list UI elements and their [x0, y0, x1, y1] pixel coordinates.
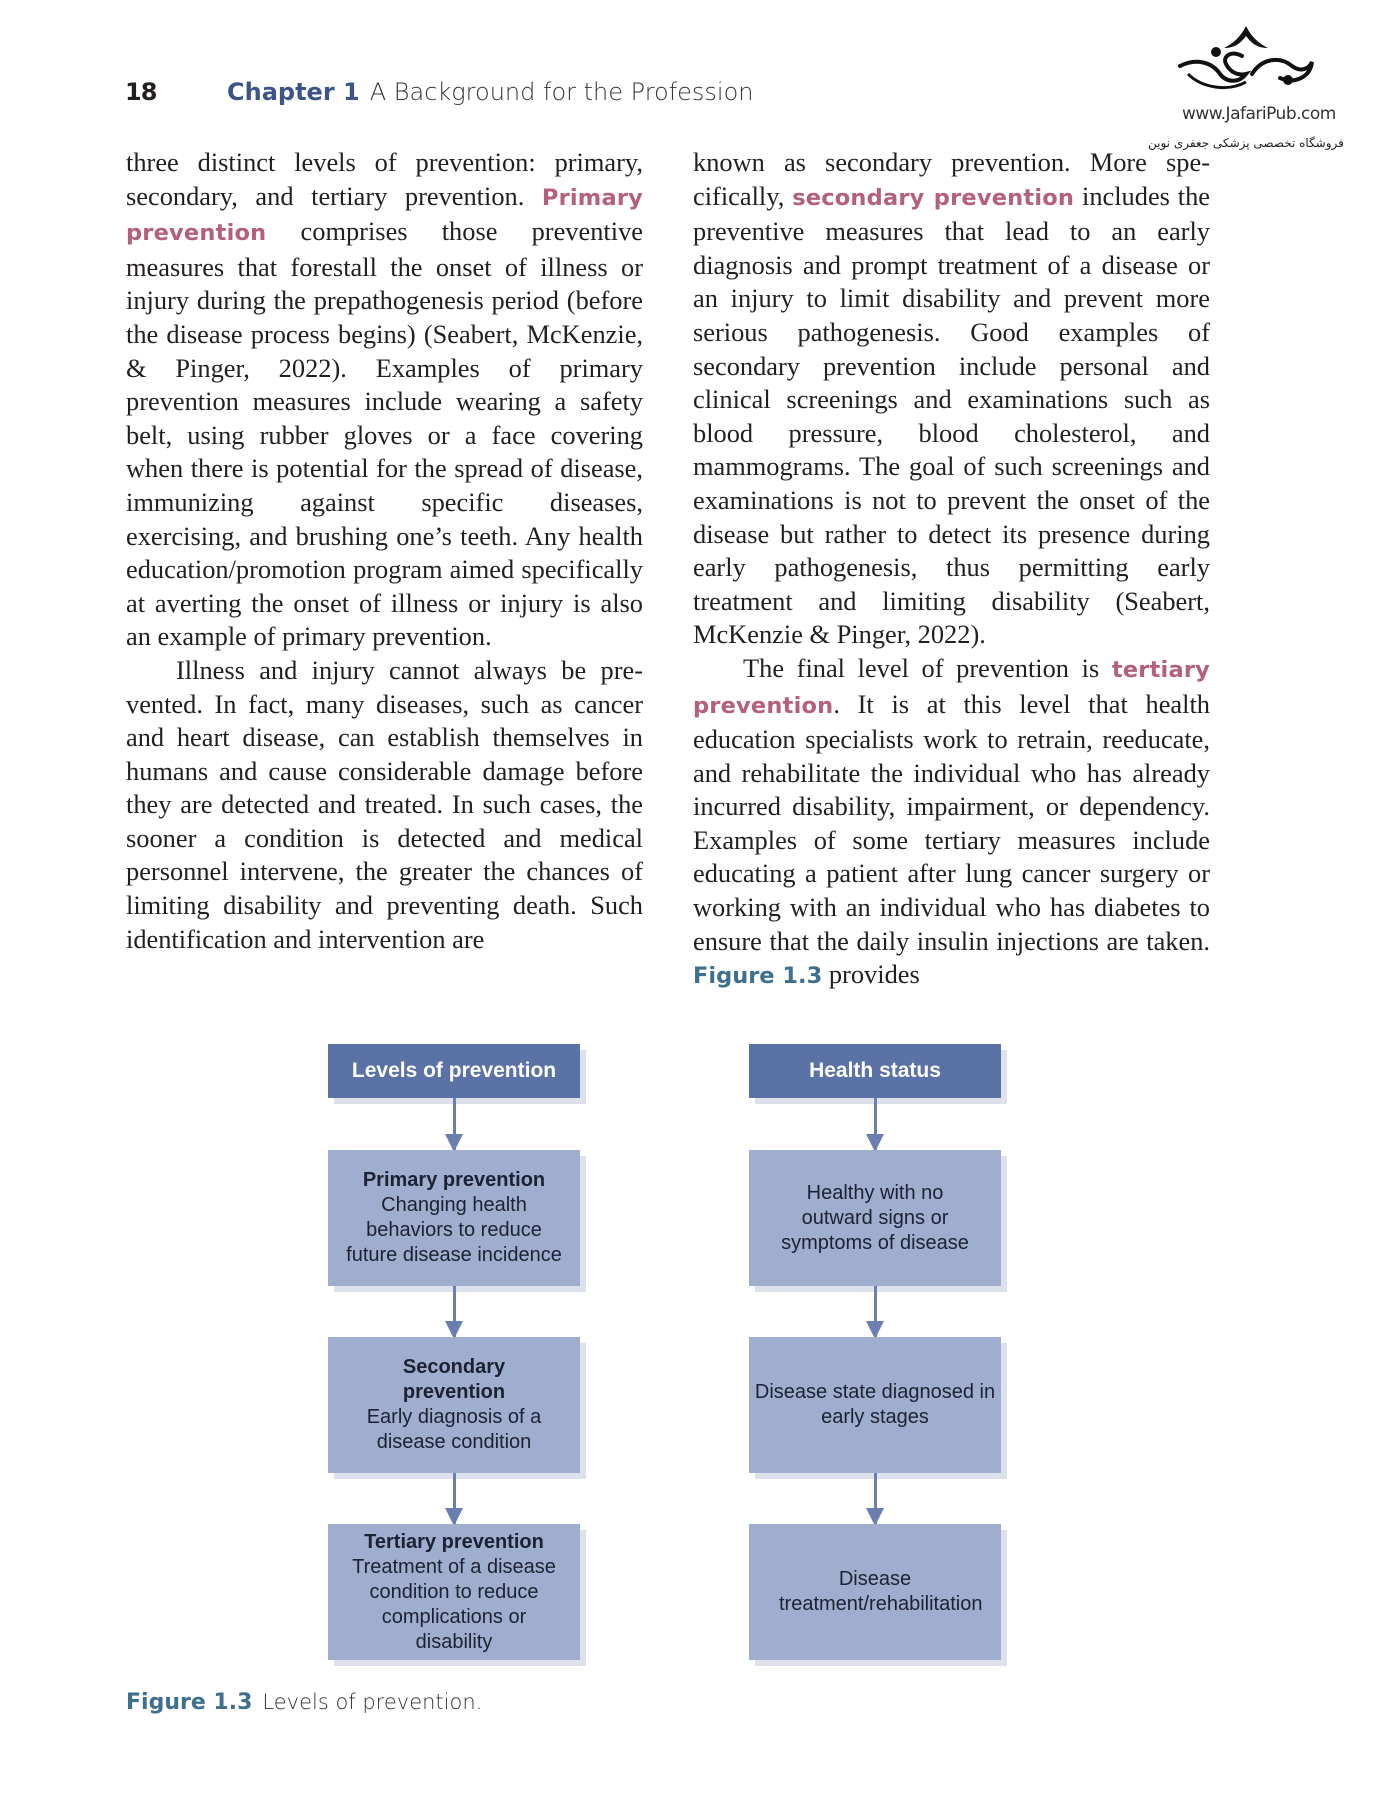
figure-caption-label: Figure 1.3 [126, 1690, 253, 1715]
publisher-watermark [1148, 22, 1380, 162]
arrow-down-icon [453, 1286, 456, 1337]
page-number: 18 [125, 78, 157, 106]
publisher-url: www.JafariPub.com [1182, 104, 1336, 124]
treatment-status-box [749, 1524, 1001, 1660]
secondary-prevention-box [328, 1337, 580, 1473]
box-title: Tertiary prevention [364, 1530, 544, 1553]
levels-of-prevention-header [328, 1044, 580, 1098]
box-text: Healthy with no outward signs or symptoms of disease [781, 1181, 969, 1254]
chapter-label: Chapter 1 [227, 78, 360, 106]
text-run: The final level of prevention is [743, 652, 1112, 683]
arrow-down-icon [453, 1098, 456, 1150]
healthy-status-box [749, 1150, 1001, 1286]
text-run: provides [822, 959, 920, 990]
keyword-primary-prevention: Primary prevention [126, 184, 643, 247]
left-text-column [126, 146, 643, 956]
text-run: comprises those preventive measures that forestall the onset of illness or injury during the prepathogenesis period (before the disease process begins) (Seabert, McKenzie, & Pinger, 2022). Examples of primary prevention measures include wearing a safety belt, using rubber gloves or a face covering when there is potential for the spread of disease, immunizing against specific diseases, exercising, and brushing one’s teeth. Any health education/promotion program aimed specifically at averting the onset of illness or injury is also an example of primary prevention. [126, 216, 643, 652]
jafari-logo-icon [1176, 22, 1316, 100]
text-run: known as secondary prevention. More specifically, [693, 147, 1210, 211]
early-diagnosis-status-box [749, 1337, 1001, 1473]
publisher-tagline: فروشگاه تخصصی پزشکی جعفری نوین [1148, 136, 1344, 150]
paragraph: Illness and injury cannot always be prevented. In fact, many diseases, such as cancer and heart disease, can establish themselves in humans and cause considerable damage before they are detected and treated. In such cases, the sooner a condition is detected and medical personnel intervene, the greater the chances of limiting disability and preventing death. Such identification and intervention are [126, 654, 643, 954]
box-text: Changing health behaviors to reduce future disease incidence [346, 1194, 562, 1266]
box-text: Disease state diagnosed in early stages [754, 1381, 996, 1428]
text-run: includes the preventive measures that lead to an early diagnosis and prompt treatment of a disease or an injury to limit disability and prevent more serious pathogenesis. Good examples of secondary prevention include personal and clinical screenings and examinations such as blood pressure, blood cholesterol, and mammograms. The goal of such screenings and examinations is not to prevent the onset of the disease but rather to detect its presence during early pathogenesis, thus permitting early treatment and limiting disability (Seabert, McKenzie & Pinger, 2022). [693, 180, 1211, 650]
box-text: Disease treatment/rehabilitation [779, 1568, 983, 1615]
running-head [227, 78, 754, 106]
chapter-title: A Background for the Profession [369, 78, 754, 106]
primary-prevention-box [328, 1150, 580, 1286]
paragraph [126, 146, 643, 654]
paragraph [693, 652, 1210, 994]
figure-reference-link[interactable]: Figure 1.3 [693, 963, 823, 990]
keyword-secondary-prevention: secondary prevention [792, 184, 1075, 211]
right-text-column [693, 146, 1210, 994]
box-text: Treatment of a disease condition to reduce complications or disability [352, 1555, 556, 1653]
header-label: Levels of prevention [351, 1059, 557, 1082]
tertiary-prevention-box [328, 1524, 580, 1660]
arrow-down-icon [874, 1473, 877, 1524]
figure-caption-text: Levels of prevention. [262, 1690, 483, 1714]
figure-caption [126, 1690, 482, 1715]
text-run: three distinct levels of prevention: primary, secondary, and tertiary prevention. [126, 147, 643, 211]
box-title: Primary prevention [362, 1169, 546, 1191]
arrow-down-icon [874, 1098, 877, 1150]
header-label: Health status [809, 1059, 941, 1082]
paragraph [693, 146, 1210, 652]
box-text: Early diagnosis of a disease condition [366, 1406, 542, 1453]
box-title: Secondary prevention [402, 1356, 506, 1403]
health-status-header [749, 1044, 1001, 1098]
arrow-down-icon [453, 1473, 456, 1524]
text-run: . It is at this level that health education specialists work to retrain, reeducate, and rehabilitate the individual who has already incurred disability, impairment, or dependency. Examples of some tertiary measures include educating a patient after lung cancer surgery or working with an individual who has diabetes to ensure that the daily insulin injections are taken. [693, 688, 1210, 956]
keyword-tertiary-prevention: tertiary prevention [693, 656, 1210, 719]
arrow-down-icon [874, 1286, 877, 1337]
